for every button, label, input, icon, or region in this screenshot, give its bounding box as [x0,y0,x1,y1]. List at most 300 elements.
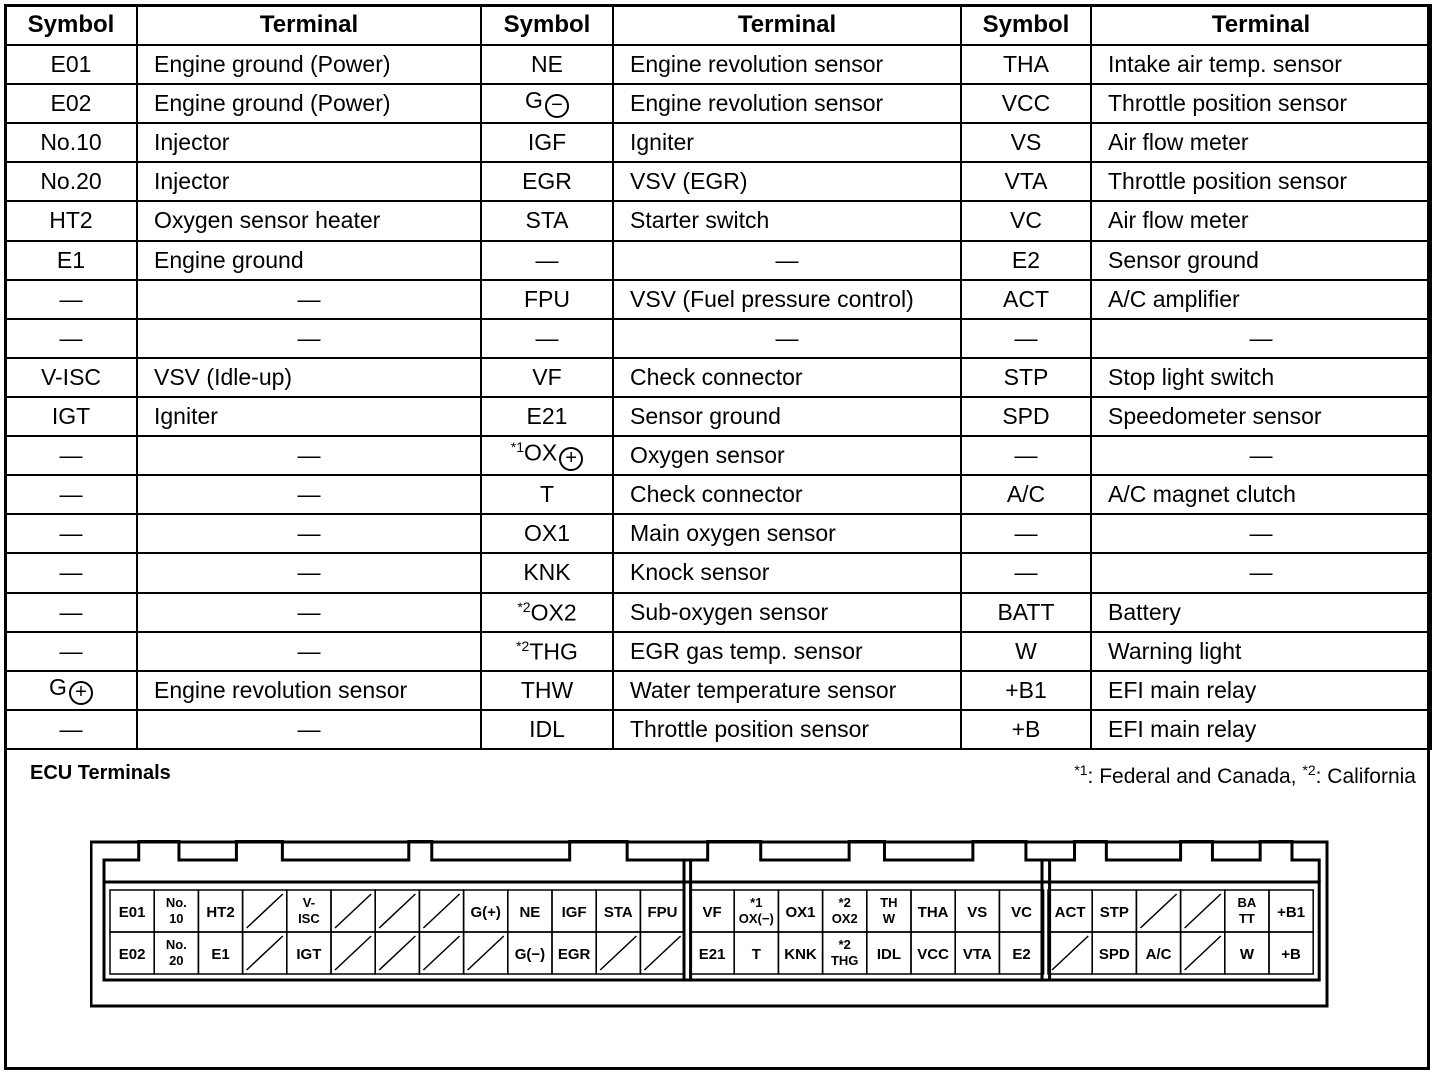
table-row [5,201,1431,240]
symbol-cell [481,162,613,201]
symbol-label: KNK [523,559,571,586]
terminal-name: Injector [154,168,230,195]
symbol-label: EGR [522,168,572,195]
symbol-cell [481,241,613,280]
symbol-label: — [59,559,83,586]
circled-minus-icon: − [545,94,569,118]
pin-label: VC [1011,904,1032,921]
terminal-cell [137,123,481,162]
table-row [5,241,1431,280]
terminal-name: Check connector [630,481,803,508]
terminal-name: A/C magnet clutch [1108,481,1296,508]
pin-label: BA [1237,895,1257,910]
connector-block [104,882,691,980]
pin-label: NE [519,904,541,921]
terminal-name: — [297,715,321,742]
symbol-cell [961,514,1091,553]
terminal-cell [137,241,481,280]
symbol-label: — [59,598,83,625]
footnote [1074,762,1416,789]
terminal-name: Engine revolution sensor [630,90,884,117]
symbol-label: THA [1003,51,1049,78]
terminal-cell [613,436,961,475]
symbol-cell [5,201,137,240]
terminal-cell [1091,45,1431,84]
symbol-cell [5,632,137,671]
footnote-text-1: : Federal and Canada, [1087,765,1297,788]
symbol-label: — [1014,442,1038,469]
table-row [5,358,1431,397]
table-row [5,553,1431,592]
pin-label: ISC [298,911,320,926]
symbol-label: VS [1010,129,1042,156]
footnote-marker: *2 [517,598,531,615]
table-row [5,514,1431,553]
terminal-cell [613,514,961,553]
terminal-cell [137,201,481,240]
symbol-cell [961,319,1091,358]
terminal-cell [137,710,481,749]
unused-pin-slash [335,936,371,970]
pin-label: G(+) [470,904,501,921]
circled-plus-icon: + [69,681,93,705]
symbol-cell [5,397,137,436]
symbol-label: STA [525,207,569,234]
terminal-cell [137,280,481,319]
pin-label: +B1 [1277,904,1306,921]
pin-label: A/C [1145,946,1172,963]
terminal-name: — [775,324,799,351]
table-row [5,436,1431,475]
terminal-cell [137,671,481,710]
symbol-cell [5,436,137,475]
symbol-cell [481,632,613,671]
symbol-label: A/C [1006,481,1046,508]
pin-label: THG [830,953,859,968]
terminal-name: Igniter [154,403,218,430]
pin-label: EGR [557,946,591,963]
symbol-cell [481,84,613,123]
unused-pin-slash [1185,894,1221,928]
table-row [5,593,1431,632]
unused-pin-slash [247,894,283,928]
pin-label: IGF [561,904,587,921]
terminal-name: Oxygen sensor [630,442,785,469]
table-row [5,84,1431,123]
terminal-cell [1091,436,1431,475]
pin-label: *1 [750,895,763,910]
terminal-name: Throttle position sensor [1108,168,1348,195]
unused-pin-slash [600,936,636,970]
symbol-label: THW [520,676,574,703]
terminal-cell [613,84,961,123]
symbol-label: BATT [997,598,1055,625]
symbol-cell [481,358,613,397]
symbol-cell [961,553,1091,592]
pin-label: VCC [917,946,949,963]
terminal-cell [1091,514,1431,553]
terminal-name: EFI main relay [1108,715,1257,742]
terminal-cell [1091,280,1431,319]
symbol-label: — [59,637,83,664]
symbol-cell [5,162,137,201]
unused-pin-slash [1052,936,1088,970]
symbol-cell [5,553,137,592]
pin-label: VTA [962,946,992,963]
terminal-cell [1091,553,1431,592]
pin-label: No. [165,895,187,910]
terminal-cell [1091,397,1431,436]
pin-label: E01 [118,904,146,921]
pin-label: OX1 [785,904,816,921]
terminal-name: — [297,598,321,625]
ecu-connector-diagram [90,840,1330,1010]
symbol-label: OX2 [530,599,577,626]
symbol-cell [961,593,1091,632]
symbol-cell [5,280,137,319]
footnote-mark-1: *1 [1074,762,1088,778]
symbol-cell [961,201,1091,240]
terminal-name: — [297,324,321,351]
terminal-name: Injector [154,129,230,156]
symbol-cell [481,436,613,475]
pin-label: FPU [647,904,678,921]
pin-label: E02 [118,946,146,963]
symbol-label: — [535,324,559,351]
terminal-cell [1091,671,1431,710]
symbol-label: G [525,87,543,114]
terminal-name: Engine ground (Power) [154,51,391,78]
pin-label: IDL [876,946,901,963]
terminal-cell [137,436,481,475]
terminal-name: — [1249,559,1273,586]
pin-label: VS [967,904,988,921]
symbol-cell [481,593,613,632]
symbol-cell [481,123,613,162]
symbol-label: STP [1003,363,1049,390]
symbol-cell [481,553,613,592]
symbol-cell [5,319,137,358]
symbol-cell [5,123,137,162]
table-row [5,397,1431,436]
terminal-name: Sensor ground [630,403,781,430]
symbol-cell [481,319,613,358]
symbol-label: OX1 [523,520,571,547]
terminal-name: Throttle position sensor [630,715,870,742]
symbol-label: V-ISC [40,363,102,390]
terminal-name: — [297,285,321,312]
pin-label: E1 [211,946,230,963]
terminal-name: Main oxygen sensor [630,520,836,547]
symbol-label: — [59,520,83,547]
pin-label: 10 [169,911,184,926]
symbol-label: IGF [527,129,567,156]
terminal-name: — [1249,324,1273,351]
pin-label: SPD [1098,946,1130,963]
pin-label: W [882,911,896,926]
pin-label: G(−) [514,946,546,963]
table-row [5,123,1431,162]
unused-pin-slash [423,936,459,970]
unused-pin-slash [644,936,680,970]
symbol-label: — [535,246,559,273]
terminal-name: EFI main relay [1108,676,1257,703]
symbol-label: OX [524,439,558,466]
terminal-cell [137,162,481,201]
table-header-row [5,5,1431,45]
table-row [5,632,1431,671]
symbol-label: THG [529,638,578,665]
table-row [5,45,1431,84]
table-row [5,710,1431,749]
terminal-cell [137,632,481,671]
symbol-label: — [1014,559,1038,586]
pin-label: E2 [1012,946,1031,963]
pin-label: VF [702,904,722,921]
pin-label: KNK [784,946,817,963]
terminal-cell [137,319,481,358]
terminal-cell [613,123,961,162]
terminal-name: VSV (Fuel pressure control) [630,285,914,312]
symbol-cell [481,280,613,319]
table-row [5,319,1431,358]
unused-pin-slash [379,936,415,970]
terminal-cell [613,632,961,671]
terminal-name: Air flow meter [1108,207,1249,234]
symbol-cell [961,436,1091,475]
symbol-label: +B1 [1005,676,1047,703]
table-row [5,280,1431,319]
symbol-label: — [59,442,83,469]
symbol-cell [961,358,1091,397]
terminal-cell [137,45,481,84]
pin-label: *2 [838,895,851,910]
symbol-label: No.20 [40,168,102,195]
unused-pin-slash [1140,894,1176,928]
pin-label: W [1239,946,1254,963]
connector-latch-profile [684,840,1050,882]
symbol-cell [481,45,613,84]
unused-pin-slash [1185,936,1221,970]
symbol-cell [5,710,137,749]
symbol-label: VTA [1004,168,1048,195]
table-row [5,475,1431,514]
terminal-name: Intake air temp. sensor [1108,51,1342,78]
terminal-name: Sensor ground [1108,246,1259,273]
terminal-cell [613,710,961,749]
unused-pin-slash [247,936,283,970]
symbol-label: — [59,715,83,742]
symbol-label: VF [532,363,562,390]
symbol-cell [961,45,1091,84]
terminal-cell [613,280,961,319]
symbol-label: — [1014,520,1038,547]
terminal-cell [613,162,961,201]
terminal-cell [613,671,961,710]
pin-label: THA [917,904,949,921]
terminal-name: EGR gas temp. sensor [630,637,863,664]
terminal-name: A/C amplifier [1108,285,1240,312]
pin-label: OX2 [831,911,858,926]
symbol-cell [961,84,1091,123]
terminal-name: Engine ground [154,246,304,273]
pin-label: No. [165,937,187,952]
header-symbol: Symbol [481,5,613,45]
pin-label: OX(−) [738,911,774,926]
header-terminal: Terminal [613,5,961,45]
symbol-cell [5,514,137,553]
terminal-cell [1091,162,1431,201]
unused-pin-slash [379,894,415,928]
symbol-label: HT2 [49,207,93,234]
symbol-cell [961,397,1091,436]
pin-label: 20 [169,953,184,968]
terminal-cell [613,45,961,84]
symbol-cell [961,241,1091,280]
terminal-cell [137,553,481,592]
symbol-cell [481,475,613,514]
terminal-name: VSV (EGR) [630,168,748,195]
pin-label: V- [302,895,316,910]
terminal-name: Check connector [630,363,803,390]
header-symbol: Symbol [961,5,1091,45]
symbol-cell [5,84,137,123]
symbol-label: No.10 [40,129,102,156]
terminal-cell [137,514,481,553]
terminal-cell [137,593,481,632]
symbol-cell [5,358,137,397]
terminal-cell [137,475,481,514]
table-body [5,45,1431,749]
terminal-name: Air flow meter [1108,129,1249,156]
symbol-label: — [59,285,83,312]
terminal-name: Speedometer sensor [1108,403,1322,430]
symbol-label: W [1015,637,1037,664]
symbol-label: VC [1010,207,1042,234]
symbol-cell [5,475,137,514]
terminal-name: Battery [1108,598,1181,625]
terminal-cell [1091,710,1431,749]
footnote-marker: *2 [516,637,530,654]
pin-label: E21 [698,946,726,963]
header-symbol: Symbol [5,5,137,45]
terminal-name: — [1249,520,1273,547]
terminal-cell [1091,475,1431,514]
pin-label: ACT [1054,904,1086,921]
symbol-label: E02 [50,90,92,117]
terminal-cell [137,84,481,123]
terminal-cell [137,358,481,397]
terminal-name: VSV (Idle-up) [154,363,293,390]
symbol-cell [5,45,137,84]
terminal-name: Engine revolution sensor [154,676,408,703]
symbol-cell [961,162,1091,201]
symbol-label: +B [1011,715,1041,742]
terminal-cell [613,397,961,436]
symbol-label: NE [531,51,563,78]
terminal-cell [1091,358,1431,397]
symbol-cell [481,201,613,240]
symbol-label: T [539,481,555,508]
connector-latch-profile [104,840,691,882]
symbol-label: — [59,481,83,508]
terminal-name: Oxygen sensor heater [154,207,381,234]
symbol-label: SPD [1002,403,1050,430]
symbol-label: — [1014,324,1038,351]
terminal-name: Starter switch [630,207,770,234]
unused-pin-slash [335,894,371,928]
table-row [5,671,1431,710]
terminal-name: — [775,246,799,273]
symbol-cell [961,280,1091,319]
terminal-cell [1091,632,1431,671]
pin-label: TH [880,895,898,910]
unused-pin-slash [468,936,504,970]
terminal-name: Warning light [1108,637,1242,664]
pin-label: +B [1281,946,1301,963]
terminal-name: Stop light switch [1108,363,1275,390]
terminal-name: Throttle position sensor [1108,90,1348,117]
unused-pin-slash [423,894,459,928]
pin-label: *2 [838,937,851,952]
terminal-cell [613,319,961,358]
terminal-name: Igniter [630,129,694,156]
symbol-cell [961,710,1091,749]
symbol-label: E21 [526,403,568,430]
circled-plus-icon: + [559,447,583,471]
symbol-label: IDL [529,715,565,742]
pin-label: T [751,946,761,963]
symbol-label: IGT [51,403,91,430]
symbol-label: E1 [56,246,86,273]
terminal-name: — [297,520,321,547]
terminal-cell [613,358,961,397]
terminal-cell [1091,241,1431,280]
terminal-name: — [1249,442,1273,469]
symbol-cell [5,671,137,710]
symbol-cell [481,397,613,436]
symbol-cell [5,593,137,632]
terminal-cell [137,397,481,436]
terminal-cell [613,241,961,280]
terminal-name: — [297,559,321,586]
terminal-table [4,4,1432,750]
terminal-name: Knock sensor [630,559,770,586]
symbol-label: VCC [1001,90,1051,117]
symbol-cell [961,632,1091,671]
footnote-marker: *1 [510,439,524,456]
terminal-name: — [297,481,321,508]
terminal-cell [1091,593,1431,632]
symbol-label: E01 [50,51,92,78]
terminal-cell [1091,123,1431,162]
terminal-name: Engine ground (Power) [154,90,391,117]
symbol-cell [5,241,137,280]
terminal-cell [613,593,961,632]
symbol-cell [961,671,1091,710]
header-terminal: Terminal [137,5,481,45]
terminal-cell [613,553,961,592]
terminal-name: Water temperature sensor [630,676,897,703]
pin-label: STA [603,904,633,921]
footnote-mark-2: *2 [1302,762,1316,778]
connector-latch-profile [1042,840,1319,882]
pin-label: IGT [296,946,322,963]
terminal-cell [613,201,961,240]
terminal-cell [1091,201,1431,240]
header-terminal: Terminal [1091,5,1431,45]
terminal-name: — [297,442,321,469]
